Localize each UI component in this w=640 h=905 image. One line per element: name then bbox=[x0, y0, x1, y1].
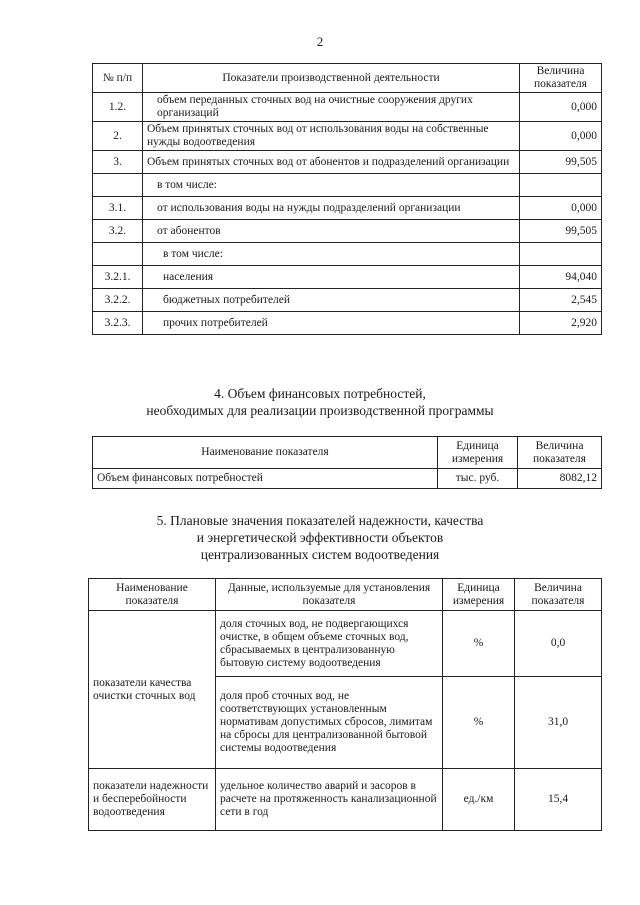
row-value: 0,000 bbox=[520, 122, 602, 151]
indicator-group-name: показатели надежности и бесперебойности водоотведения bbox=[89, 769, 216, 831]
row-name: Объем принятых сточных вод от использования воды на собственные нужды водоотведения bbox=[143, 122, 520, 151]
table-row bbox=[89, 769, 602, 831]
table-row bbox=[93, 243, 602, 266]
row-value: 31,0 bbox=[515, 677, 602, 769]
row-data: доля сточных вод, не подвергающихся очистке, в общем объеме сточных вод, сбрасываемых в централизованную бытовую систему водоотведения bbox=[216, 611, 443, 677]
table-row bbox=[89, 611, 602, 677]
column-header: Наименование показателя bbox=[93, 437, 438, 469]
column-header: Наименование показателя bbox=[89, 579, 216, 611]
table-header-row bbox=[93, 437, 602, 469]
row-number: 3.2.3. bbox=[93, 312, 143, 335]
row-number: 3. bbox=[93, 151, 143, 174]
column-header: Величина показателя bbox=[515, 579, 602, 611]
indicator-group-name: показатели качества очистки сточных вод bbox=[89, 611, 216, 769]
row-unit: ед./км bbox=[443, 769, 515, 831]
row-value: 99,505 bbox=[520, 220, 602, 243]
row-number: 3.2.2. bbox=[93, 289, 143, 312]
column-header: Единица измерения bbox=[443, 579, 515, 611]
section-4-title-line: 4. Объем финансовых потребностей, bbox=[214, 386, 426, 401]
row-unit: % bbox=[443, 611, 515, 677]
row-value: 8082,12 bbox=[518, 469, 602, 489]
page-number: 2 bbox=[316, 34, 324, 49]
row-data: доля проб сточных вод, не соответствующих установленным нормативам допустимых сбросов, лимитам на сбросы для централизованной бытовой системы водоотведения bbox=[216, 677, 443, 769]
row-data: удельное количество аварий и засоров в расчете на протяженность канализационной сети в год bbox=[216, 769, 443, 831]
row-name: в том числе: bbox=[143, 174, 520, 197]
row-value: 0,000 bbox=[520, 197, 602, 220]
row-value: 0,000 bbox=[520, 93, 602, 122]
table-row bbox=[93, 289, 602, 312]
row-unit: % bbox=[443, 677, 515, 769]
row-value: 0,0 bbox=[515, 611, 602, 677]
row-number bbox=[93, 174, 143, 197]
row-number: 3.1. bbox=[93, 197, 143, 220]
table-row bbox=[93, 266, 602, 289]
column-header: Данные, используемые для установления показателя bbox=[216, 579, 443, 611]
section-4-title-line: необходимых для реализации производственной программы bbox=[146, 403, 494, 418]
row-name: объем переданных сточных вод на очистные сооружения других организаций bbox=[143, 93, 520, 122]
section-5-title bbox=[0, 512, 640, 563]
row-value: 2,545 bbox=[520, 289, 602, 312]
section-5-title-line: централизованных систем водоотведения bbox=[200, 547, 440, 562]
row-number: 1.2. bbox=[93, 93, 143, 122]
row-unit: тыс. руб. bbox=[438, 469, 518, 489]
section-5-title-line: и энергетической эффективности объектов bbox=[196, 530, 444, 545]
table-row bbox=[93, 197, 602, 220]
row-number: 3.2.1. bbox=[93, 266, 143, 289]
row-number bbox=[93, 243, 143, 266]
table-header-row bbox=[93, 64, 602, 93]
row-name: прочих потребителей bbox=[143, 312, 520, 335]
row-number: 3.2. bbox=[93, 220, 143, 243]
row-number: 2. bbox=[93, 122, 143, 151]
row-name: Объем финансовых потребностей bbox=[93, 469, 438, 489]
row-value: 2,920 bbox=[520, 312, 602, 335]
row-name: Объем принятых сточных вод от абонентов и подразделений организации bbox=[143, 151, 520, 174]
row-name: в том числе: bbox=[143, 243, 520, 266]
row-name: населения bbox=[143, 266, 520, 289]
column-header: Единица измерения bbox=[438, 437, 518, 469]
table-row bbox=[93, 469, 602, 489]
section-5-title-line: 5. Плановые значения показателей надежности, качества bbox=[156, 513, 484, 528]
table-row bbox=[93, 151, 602, 174]
row-value: 15,4 bbox=[515, 769, 602, 831]
row-name: бюджетных потребителей bbox=[143, 289, 520, 312]
table-row bbox=[93, 220, 602, 243]
row-name: от использования воды на нужды подразделений организации bbox=[143, 197, 520, 220]
production-indicators-table bbox=[92, 63, 602, 335]
table-row bbox=[93, 174, 602, 197]
table-row bbox=[93, 93, 602, 122]
table-header-row bbox=[89, 579, 602, 611]
row-value bbox=[520, 243, 602, 266]
column-header: № п/п bbox=[93, 64, 143, 93]
table-row bbox=[93, 312, 602, 335]
column-header: Показатели производственной деятельности bbox=[143, 64, 520, 93]
table-row bbox=[93, 122, 602, 151]
column-header: Величина показателя bbox=[520, 64, 602, 93]
reliability-quality-table bbox=[88, 578, 602, 831]
column-header: Величина показателя bbox=[518, 437, 602, 469]
financial-needs-table bbox=[92, 436, 602, 489]
row-value bbox=[520, 174, 602, 197]
section-4-title bbox=[0, 385, 640, 419]
row-name: от абонентов bbox=[143, 220, 520, 243]
row-value: 94,040 bbox=[520, 266, 602, 289]
row-value: 99,505 bbox=[520, 151, 602, 174]
